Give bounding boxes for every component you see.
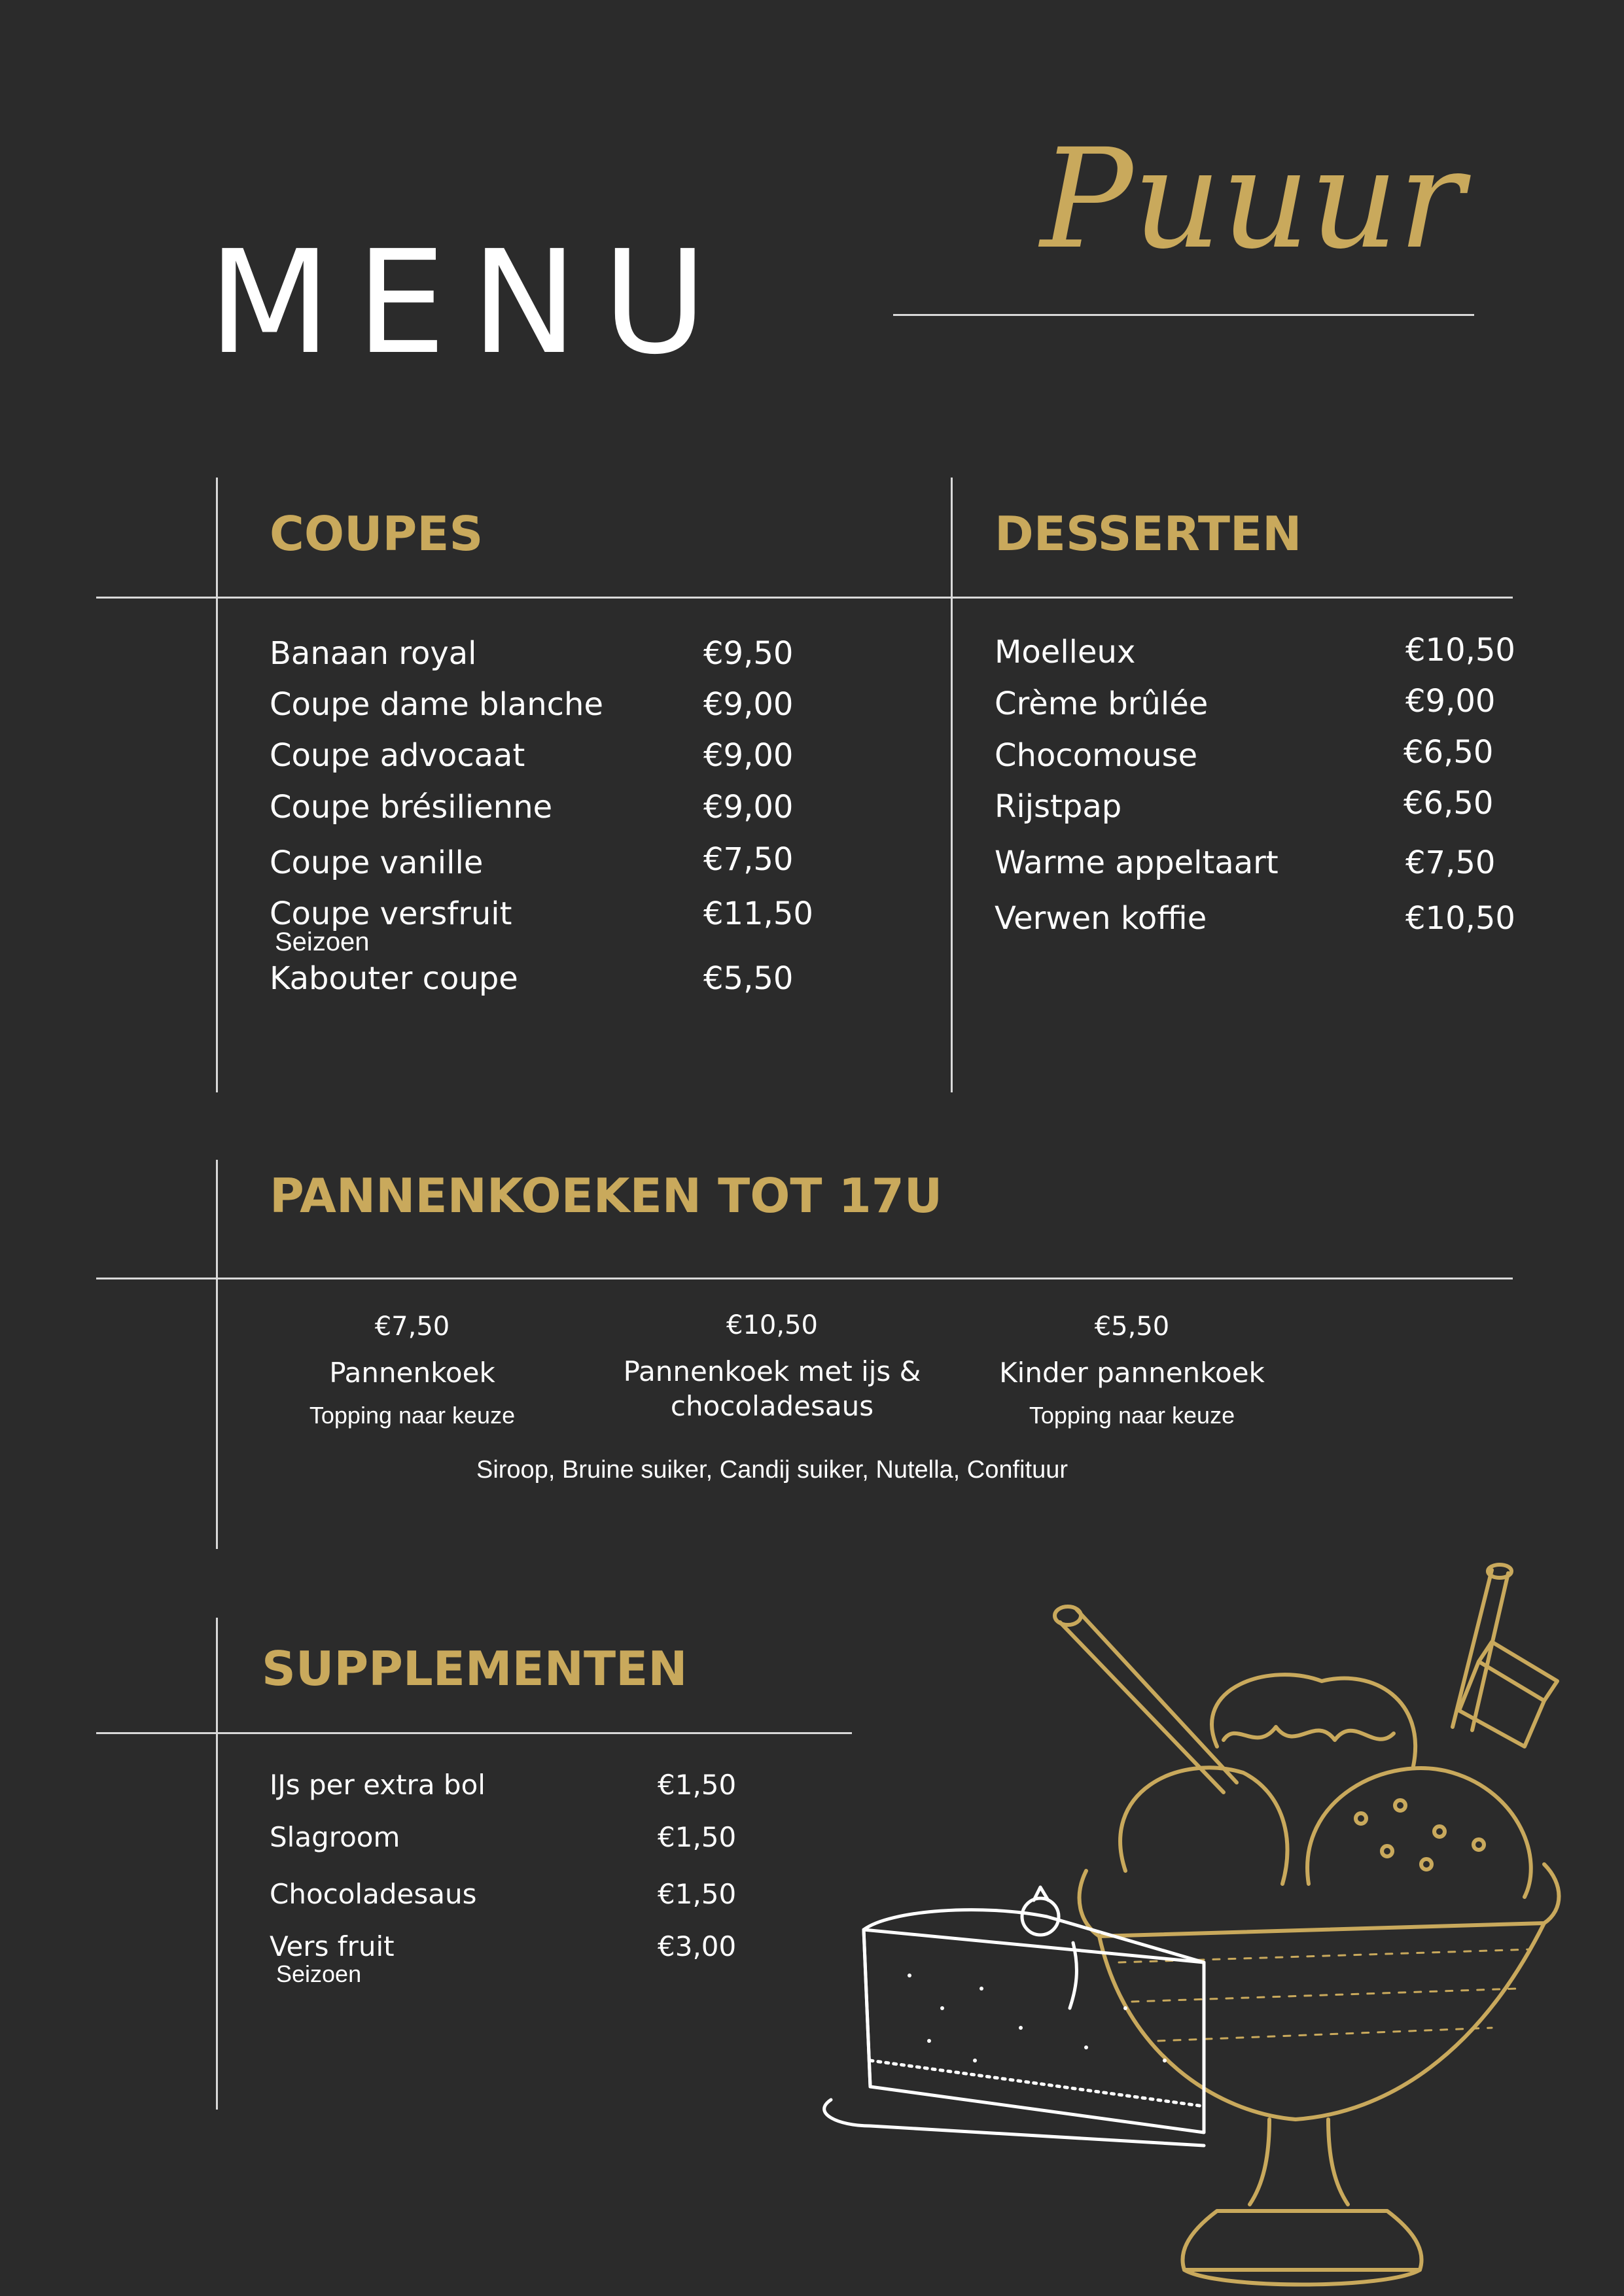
section-title-pannenkoeken: PANNENKOEKEN TOT 17U [270,1168,943,1223]
divider-vertical-coupes [216,478,218,1092]
list-item: Coupe vanille [270,844,484,881]
kinder-pannenkoek-card [988,1312,1276,1427]
item-price: €9,00 [703,789,794,826]
list-item: Coupe dame blanche [270,686,603,723]
list-item: IJs per extra bol [270,1769,485,1801]
list-item: Verwen koffie [995,900,1207,937]
item-price: €3,00 [658,1930,737,1962]
item-price: €7,50 [703,841,794,878]
list-item: Coupe advocaat [270,737,525,774]
divider-vertical-pannenkoeken [216,1160,218,1549]
item-price: €9,00 [703,737,794,774]
item-note: Topping naar keuze [1029,1401,1235,1429]
item-price: €9,00 [1405,683,1496,720]
item-name: Kinder pannenkoek [999,1357,1265,1389]
list-item: Coupe brésilienne [270,789,553,826]
list-item: Banaan royal [270,635,477,672]
item-price: €10,50 [726,1310,818,1340]
menu-title: MENU [208,220,732,386]
divider-horizontal-pannenkoeken [96,1278,1513,1279]
list-item: Slagroom [270,1821,400,1853]
section-title-coupes: COUPES [270,506,484,561]
cheesecake-icon [811,1877,1217,2172]
item-name-line2: chocoladesaus [670,1389,874,1422]
item-note: Seizoen [275,928,370,956]
item-price: €10,50 [1405,900,1515,937]
brand-underline [893,314,1474,316]
item-price: €6,50 [1403,785,1494,822]
item-name: Pannenkoek [329,1357,495,1389]
item-price: €6,50 [1403,734,1494,771]
list-item: Chocoladesaus [270,1878,477,1910]
brand-logo: Puuur [1040,119,1464,279]
item-price: €1,50 [658,1878,737,1910]
pannenkoek-ijs-card [609,1310,936,1423]
item-note: Topping naar keuze [309,1401,516,1429]
list-item: Chocomouse [995,737,1198,774]
item-name-line1: Pannenkoek met ijs & [623,1355,921,1387]
list-item: Warme appeltaart [995,844,1279,881]
item-price: €5,50 [1094,1312,1170,1342]
list-item: Rijstpap [995,788,1122,825]
item-price: €1,50 [658,1769,737,1801]
divider-vertical-supplementen [216,1618,218,2110]
item-price: €7,50 [374,1312,450,1342]
toppings-list: Siroop, Bruine suiker, Candij suiker, Nutella, Confituur [476,1456,1068,1484]
list-item: Vers fruit [270,1930,395,1962]
item-price: €5,50 [703,960,794,997]
list-item: Kabouter coupe [270,960,518,997]
divider-horizontal-supplementen [96,1732,852,1734]
item-price: €11,50 [703,896,813,932]
item-price: €1,50 [658,1821,737,1853]
list-item: Coupe versfruit [270,896,512,932]
section-title-supplementen: SUPPLEMENTEN [262,1641,688,1696]
item-price: €7,50 [1405,844,1496,881]
item-price: €9,50 [703,635,794,672]
section-title-desserten: DESSERTEN [995,506,1302,561]
item-price: €10,50 [1405,632,1515,669]
item-note: Seizoen [276,1960,362,1987]
item-price: €9,00 [703,686,794,723]
list-item: Moelleux [995,634,1136,670]
list-item: Crème brûlée [995,686,1209,722]
pannenkoek-card [281,1312,543,1427]
divider-horizontal-top [96,597,1513,599]
divider-vertical-desserten [951,478,953,1092]
